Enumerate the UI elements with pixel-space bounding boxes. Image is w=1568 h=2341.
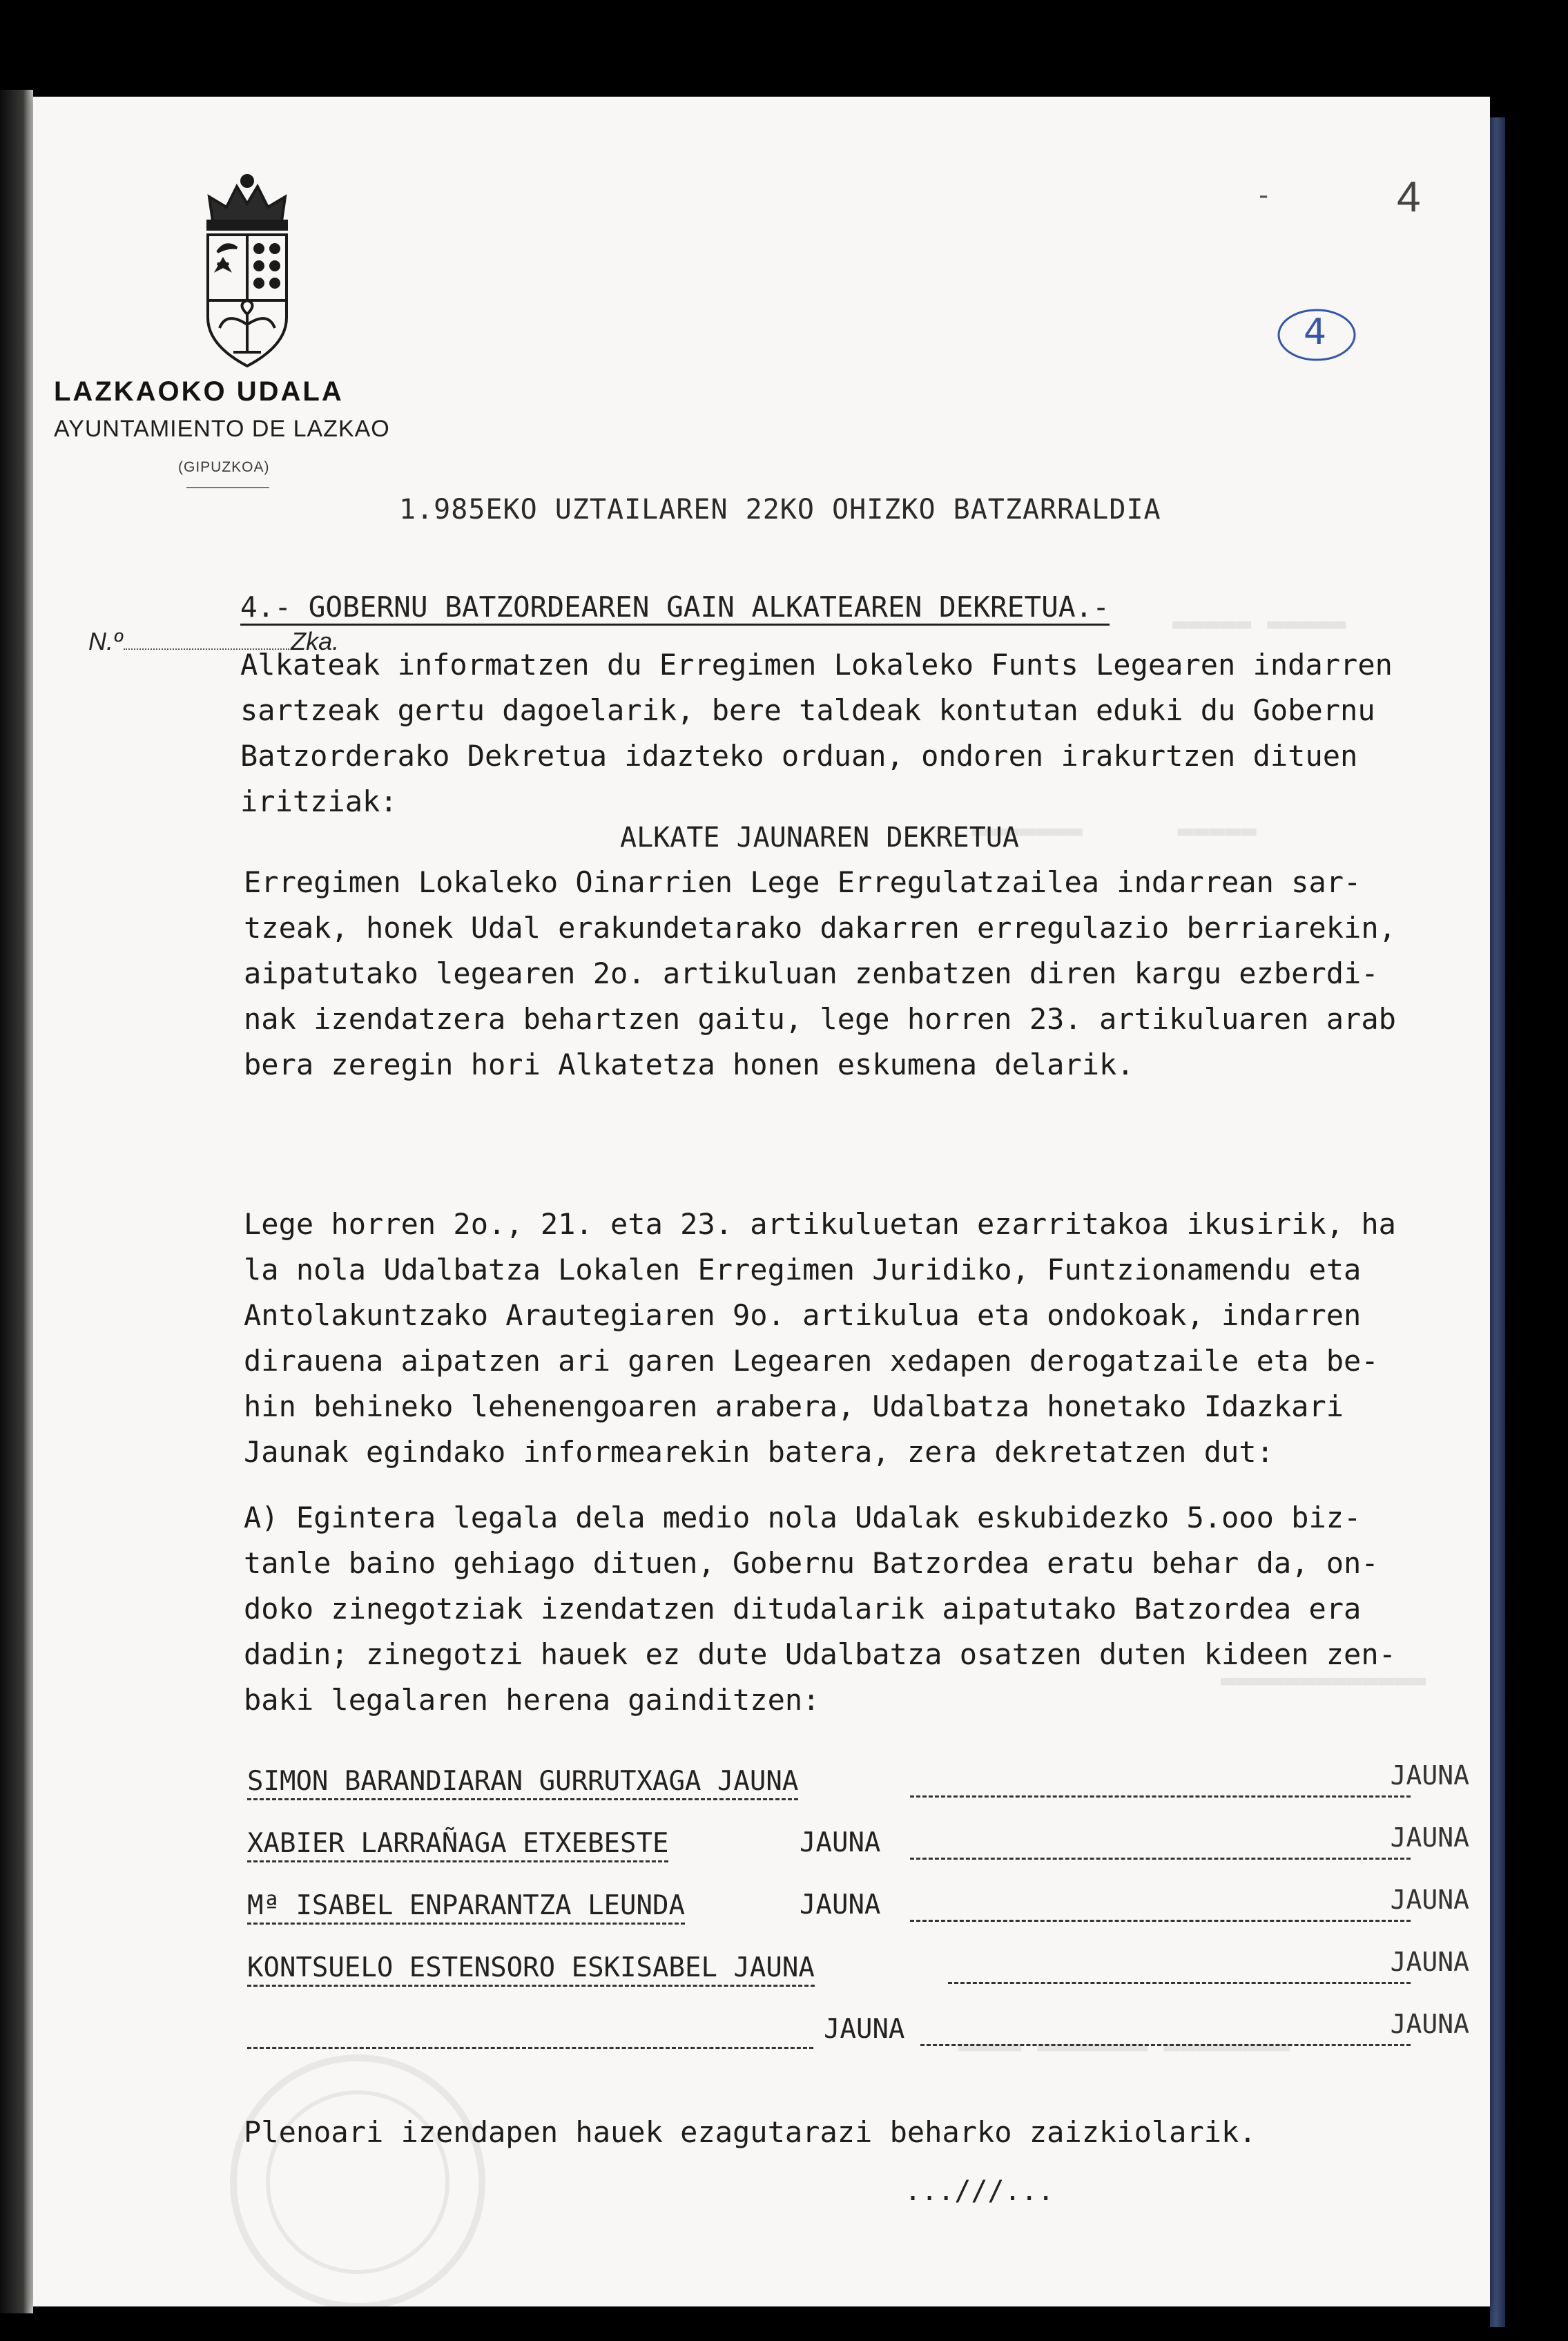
number-prefix: N.º xyxy=(88,627,123,655)
page-dash: - xyxy=(1255,180,1272,211)
member-row xyxy=(247,1751,1469,1813)
text-line: hin behineko lehenengoaren arabera, Udalbatza honetako Idazkari xyxy=(244,1389,1344,1423)
member-name: Mª ISABEL ENPARANTZA LEUNDA xyxy=(247,1890,685,1925)
book-page-edge xyxy=(0,90,33,2313)
section-heading xyxy=(240,590,1110,624)
signature-line xyxy=(948,1982,1411,1984)
decree-title: ALKATE JAUNAREN DEKRETUA xyxy=(620,822,1019,854)
session-title: 1.985EKO UZTAILAREN 22KO OHIZKO BATZARRALDIA xyxy=(399,494,1161,526)
member-name xyxy=(247,2045,813,2049)
text-line: la nola Udalbatza Lokalen Erregimen Juridiko, Funtzionamendu eta xyxy=(244,1253,1362,1287)
text-line: aipatutako legearen 2o. artikuluan zenbatzen diren kargu ezberdi- xyxy=(244,956,1379,990)
member-row xyxy=(247,1999,1469,2061)
member-row xyxy=(247,1937,1469,1999)
text-line: tanle baino gehiago dituen, Gobernu Batzordea eratu behar da, on- xyxy=(244,1546,1379,1580)
member-title-right: JAUNA xyxy=(1390,1760,1469,1791)
signature-line xyxy=(910,1858,1411,1860)
binder-spine xyxy=(1490,117,1505,2327)
intro-paragraph xyxy=(240,642,1393,825)
text-line: sartzeak gertu dagoelarik, bere taldeak kontutan eduki du Gobernu xyxy=(240,693,1375,727)
bleed-through: ▬▬▬▬ ▬▬▬▬▬▬▬ ▬▬▬▬▬▬▬▬ xyxy=(958,2030,1290,2061)
member-title: JAUNA xyxy=(800,1889,881,1920)
text-line: Alkateak informatzen du Erregimen Lokaleko Funts Legearen indarren xyxy=(240,648,1393,682)
signature-line xyxy=(910,1920,1411,1922)
signature-line xyxy=(910,1795,1411,1798)
member-row xyxy=(247,1875,1469,1937)
stamp-bleed xyxy=(220,2044,606,2320)
circled-number: 4 xyxy=(1304,311,1327,353)
member-title-right: JAUNA xyxy=(1390,2009,1469,2039)
decree-paragraph-2 xyxy=(244,1202,1396,1475)
bleed-through: ▬▬▬▬▬▬▬ ▬▬▬▬▬ xyxy=(972,815,1257,845)
member-row xyxy=(247,1813,1469,1875)
bleed-through: ▬▬▬▬▬▬▬▬▬▬▬▬▬ xyxy=(1221,1664,1426,1695)
signature-line xyxy=(920,2044,1411,2046)
member-title-right: JAUNA xyxy=(1390,1822,1469,1853)
municipality-name: LAZKAOKO UDALA xyxy=(54,376,344,407)
member-title: JAUNA xyxy=(800,1827,881,1858)
decree-paragraph-1 xyxy=(244,860,1396,1088)
member-title-right: JAUNA xyxy=(1390,1885,1469,1915)
text-line: doko zinegotziak izendatzen ditudalarik aipatutako Batzordea era xyxy=(244,1592,1362,1626)
member-name: SIMON BARANDIARAN GURRUTXAGA JAUNA xyxy=(247,1766,798,1800)
handwritten-page-number xyxy=(1276,307,1357,363)
coat-of-arms-logo xyxy=(175,166,320,387)
ayuntamiento-name: AYUNTAMIENTO DE LAZKAO xyxy=(54,416,390,442)
text-line: Antolakuntzako Arautegiaren 9o. artikulua eta ondokoak, indarren xyxy=(244,1298,1362,1332)
member-title-right: JAUNA xyxy=(1390,1947,1469,1977)
province-label: (GIPUZKOA) xyxy=(178,459,270,475)
decree-paragraph-3 xyxy=(244,1495,1396,1723)
text-line: dirauena aipatzen ari garen Legearen xedapen derogatzaile eta be- xyxy=(244,1344,1379,1378)
section-heading-text: 4.- GOBERNU BATZORDEAREN GAIN ALKATEAREN DEKRETUA.- xyxy=(240,590,1110,626)
closing-sentence: Plenoari izendapen hauek ezagutarazi beharko zaizkiolarik. xyxy=(244,2115,1257,2149)
text-line: baki legalaren herena gainditzen: xyxy=(244,1683,820,1717)
text-line: nak izendatzera behartzen gaitu, lege horren 23. artikuluaren arab xyxy=(244,1002,1396,1036)
text-line: Batzorderako Dekretua idazteko orduan, ondoren irakurtzen dituen xyxy=(240,739,1358,773)
text-line: Jaunak egindako informearekin batera, zera dekretatzen dut: xyxy=(244,1435,1274,1469)
text-line: dadin; zinegotzi hauek ez dute Udalbatza osatzen duten kideen zen- xyxy=(244,1637,1396,1671)
bleed-through: ▬▬▬▬▬ ▬▬▬▬▬ xyxy=(1172,608,1346,638)
text-line: iritziak: xyxy=(240,784,398,818)
page-number: 4 xyxy=(1397,173,1421,221)
text-line: Lege horren 2o., 21. eta 23. artikuluetan ezarritakoa ikusirik, ha xyxy=(244,1207,1396,1241)
text-line: A) Egintera legala dela medio nola Udalak eskubidezko 5.ooo biz- xyxy=(244,1501,1362,1534)
text-line: Erregimen Lokaleko Oinarrien Lege Erregulatzailea indarrean sar- xyxy=(244,865,1362,899)
member-name: KONTSUELO ESTENSORO ESKISABEL JAUNA xyxy=(247,1952,815,1987)
document-page xyxy=(33,97,1490,2306)
member-name: XABIER LARRAÑAGA ETXEBESTE xyxy=(247,1828,668,1862)
text-line: tzeak, honek Udal erakundetarako dakarren erregulazio berriarekin, xyxy=(244,911,1396,945)
number-suffix: Zka. xyxy=(291,627,340,655)
member-title: JAUNA xyxy=(824,2014,905,2045)
text-line: bera zeregin hori Alkatetza honen eskumena delarik. xyxy=(244,1048,1134,1081)
continuation-mark: ...///... xyxy=(904,2175,1054,2207)
member-list xyxy=(247,1751,1469,2061)
header-divider xyxy=(186,487,269,488)
